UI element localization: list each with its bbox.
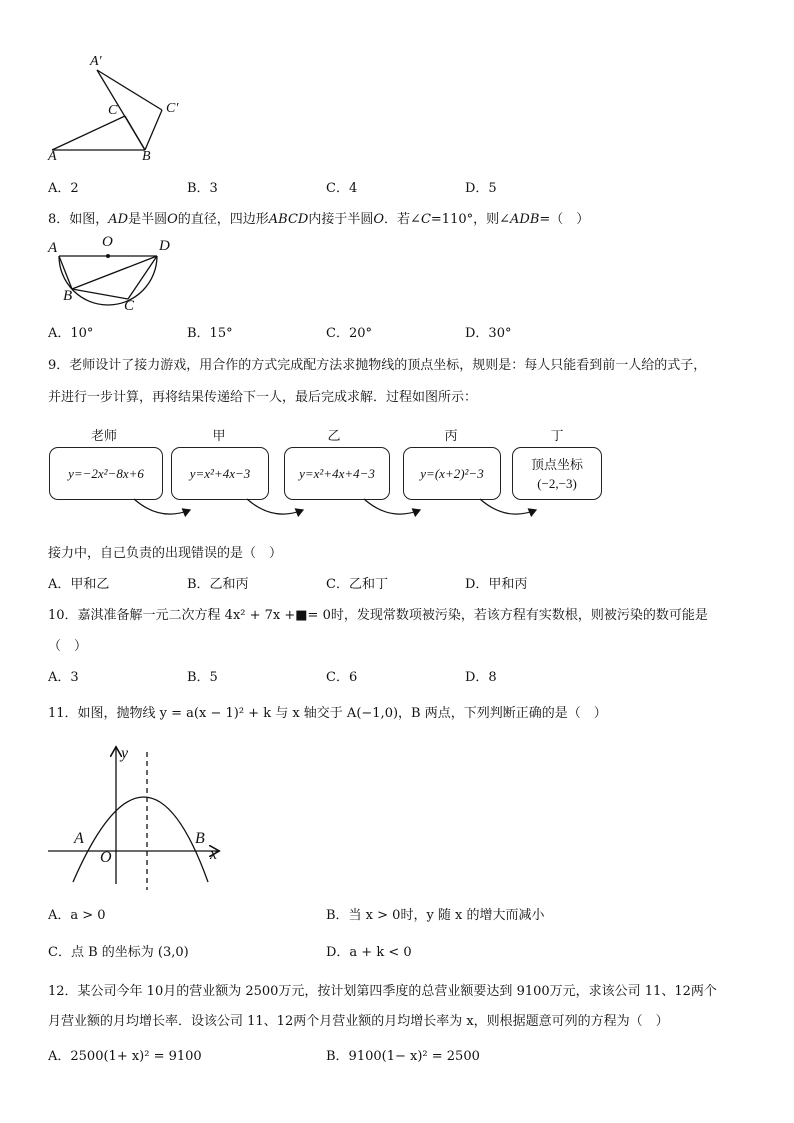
- q9-line-1: 9．老师设计了接力游戏，用合作的方式完成配方法求抛物线的顶点坐标，规则是：每人只能看到前一人给的式子，: [48, 358, 707, 373]
- q8-label-b: B: [63, 288, 73, 304]
- q11-option-a[interactable]: A．a > 0: [48, 908, 106, 923]
- q11-option-c[interactable]: C．点 B 的坐标为 (3,0): [48, 945, 189, 960]
- q7-label-cp: C′: [166, 101, 179, 116]
- q9-person-yi: 乙: [327, 429, 341, 444]
- q10-line-2: （ ）: [48, 639, 88, 654]
- q10-line-1: 10．嘉淇准备解一元二次方程 4x² + 7x +■= 0时，发现常数项被污染，若该方程有实数根，则被污染的数可能是: [48, 608, 708, 623]
- q8-stem: 8．如图，AD是半圆O的直径，四边形ABCD内接于半圆O．若∠C=110°，则∠ADB=（ ）: [48, 212, 590, 227]
- q11-option-b[interactable]: B．当 x > 0时，y 随 x 的增大而减小: [326, 908, 545, 923]
- q7-label-ap: A′: [90, 54, 102, 69]
- q11-label-y: y: [121, 745, 129, 762]
- q10-option-c[interactable]: C．6: [326, 670, 358, 685]
- q8-label-d: D: [159, 238, 170, 254]
- q11-label-b: B: [195, 830, 205, 847]
- q12-option-a[interactable]: A．2500(1+ x)² = 9100: [48, 1049, 202, 1064]
- q7-option-b[interactable]: B．3: [187, 181, 218, 196]
- q11-stem: 11．如图，抛物线 y = a(x − 1)² + k 与 x 轴交于 A(−1,0)，B 两点，下列判断正确的是（ ）: [48, 706, 607, 721]
- q11-label-o: O: [100, 849, 112, 866]
- q11-label-a: A: [74, 830, 84, 847]
- q9-person-ding: 丁: [550, 429, 564, 444]
- q7-option-c[interactable]: C．4: [326, 181, 358, 196]
- q9-box-yi: y=x²+4x+4−3: [284, 447, 390, 500]
- q8-label-o: O: [102, 234, 113, 250]
- q8-label-a: A: [48, 240, 58, 256]
- q8-option-c[interactable]: C．20°: [326, 326, 372, 341]
- q10-option-b[interactable]: B．5: [187, 670, 218, 685]
- q11-option-d[interactable]: D．a + k < 0: [326, 945, 412, 960]
- q9-box-teacher: y=−2x²−8x+6: [49, 447, 163, 500]
- q7-option-a[interactable]: A．2: [48, 181, 79, 196]
- q9-line-2: 并进行一步计算，再将结果传递给下一人，最后完成求解．过程如图所示：: [48, 390, 478, 405]
- q12-line-1: 12．某公司今年 10月的营业额为 2500万元，按计划第四季度的总营业额要达到 9100万元，求该公司 11、12两个: [48, 984, 717, 999]
- q11-label-x: x: [210, 846, 218, 863]
- q7-option-d[interactable]: D．5: [465, 181, 497, 196]
- q8-option-b[interactable]: B．15°: [187, 326, 233, 341]
- q8-option-a[interactable]: A．10°: [48, 326, 94, 341]
- q8-label-c: C: [124, 298, 135, 314]
- q9-person-jia: 甲: [212, 429, 226, 444]
- q9-question: 接力中，自己负责的出现错误的是（ ）: [48, 546, 283, 561]
- q7-label-c: C: [108, 103, 118, 118]
- q9-box-bing: y=(x+2)²−3: [403, 447, 501, 500]
- q12-line-2: 月营业额的月均增长率．设该公司 11、12两个月营业额的月均增长率为 x，则根据题意可列的方程为（ ）: [48, 1014, 669, 1029]
- q8-option-d[interactable]: D．30°: [465, 326, 512, 341]
- q9-person-bing: 丙: [444, 429, 458, 444]
- q10-option-d[interactable]: D．8: [465, 670, 497, 685]
- q10-option-a[interactable]: A．3: [48, 670, 79, 685]
- q9-option-c[interactable]: C．乙和丁: [326, 577, 388, 592]
- q9-option-b[interactable]: B．乙和丙: [187, 577, 249, 592]
- q9-option-d[interactable]: D．甲和丙: [465, 577, 528, 592]
- q7-label-a: A: [48, 149, 57, 164]
- q9-box-ding: 顶点坐标 (−2,−3): [512, 447, 602, 500]
- q9-box-jia: y=x²+4x−3: [171, 447, 269, 500]
- q7-label-b: B: [142, 149, 151, 164]
- q12-option-b[interactable]: B．9100(1− x)² = 2500: [326, 1049, 480, 1064]
- q9-option-a[interactable]: A．甲和乙: [48, 577, 110, 592]
- q9-person-teacher: 老师: [90, 429, 117, 444]
